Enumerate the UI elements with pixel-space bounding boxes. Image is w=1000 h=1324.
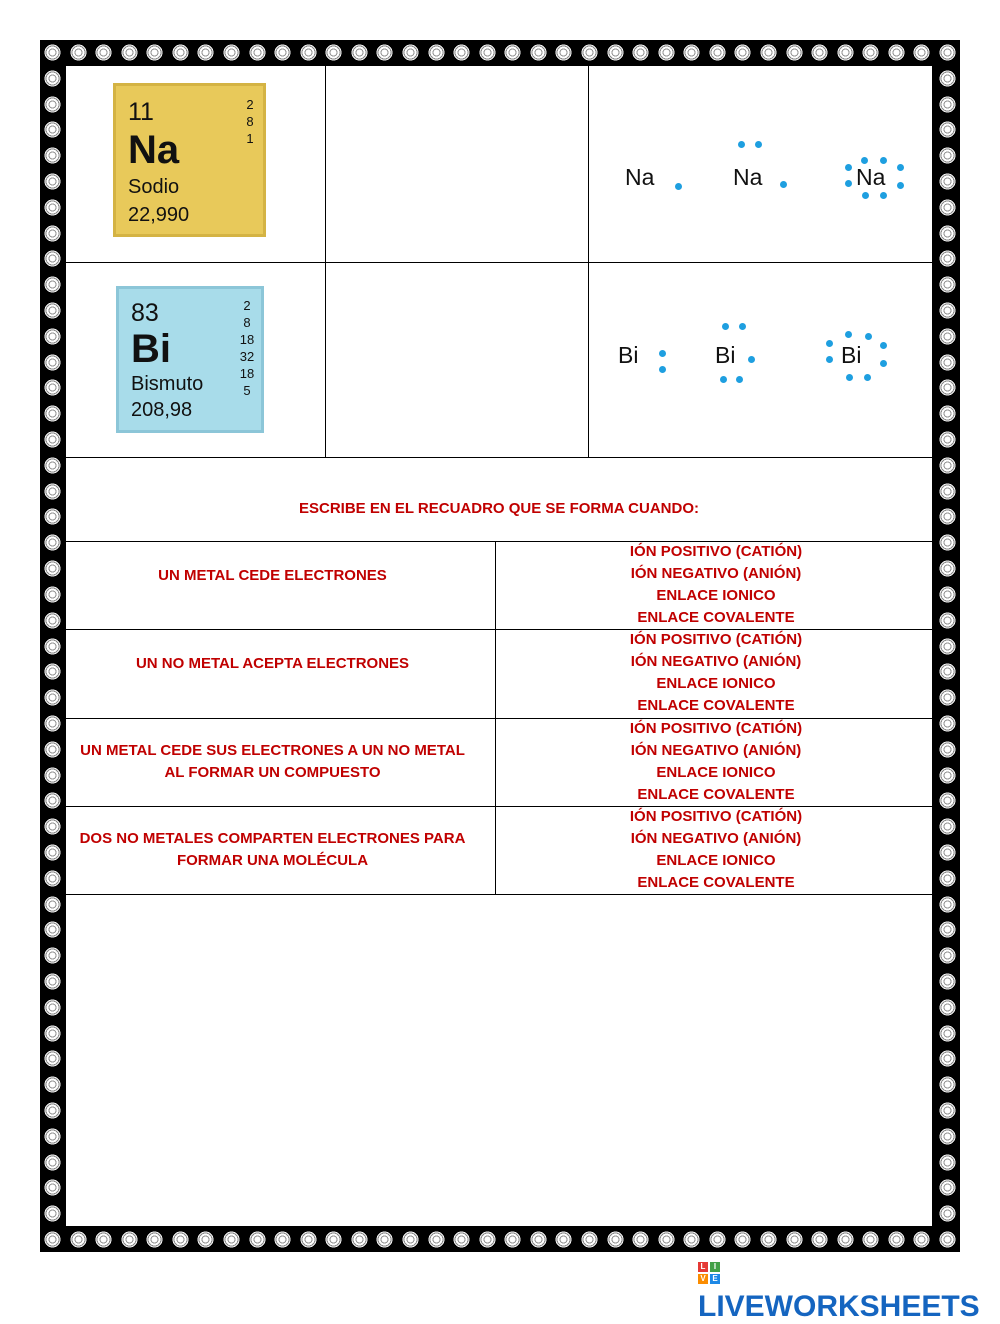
atomic-number: 83 [131, 299, 159, 327]
shell-value: 5 [243, 383, 251, 398]
flower-ornament [939, 715, 956, 732]
flower-ornament [709, 1231, 726, 1248]
shell-value: 8 [246, 114, 254, 129]
flower-ornament [913, 1231, 930, 1248]
flower-ornament [939, 457, 956, 474]
flower-ornament [402, 1231, 419, 1248]
flower-ornament [428, 44, 445, 61]
flower-ornament [837, 44, 854, 61]
answer-options[interactable] [500, 718, 932, 806]
flower-ornament [44, 1179, 61, 1196]
flower-ornament [530, 1231, 547, 1248]
flower-ornament [939, 586, 956, 603]
flower-ornament [939, 147, 956, 164]
atomic-mass: 22,990 [128, 204, 190, 226]
flower-ornament [555, 1231, 572, 1248]
flower-ornament [607, 44, 624, 61]
flower-ornament [939, 947, 956, 964]
flower-ornament [939, 870, 956, 887]
logo-mark-letter: V [698, 1274, 708, 1284]
flower-ornament [862, 1231, 879, 1248]
logo-mark-icon [698, 1262, 722, 1286]
answer-options[interactable] [500, 629, 932, 717]
flower-ornament [44, 638, 61, 655]
flower-ornament [939, 1179, 956, 1196]
shell-value: 32 [239, 349, 255, 364]
lewis-option-bi-3[interactable]: Bi [841, 342, 862, 368]
flower-ornament [939, 121, 956, 138]
flower-ornament [939, 302, 956, 319]
flower-ornament [376, 44, 393, 61]
shell-value: 8 [243, 315, 251, 330]
atomic-mass: 208,98 [131, 399, 193, 421]
question-prompt: UN METAL CEDE ELECTRONES [158, 567, 387, 584]
element-name: Bismuto [131, 373, 204, 395]
electron-dot [865, 333, 872, 340]
flower-ornament [44, 715, 61, 732]
flower-ornament [44, 354, 61, 371]
question-prompt: DOS NO METALES COMPARTEN ELECTRONES PARA FORMAR UNA MOLÉCULA [79, 830, 466, 869]
brand-name: LIVEWORKSHEETS [698, 1290, 980, 1323]
flower-ornament [734, 44, 751, 61]
electron-dot [722, 323, 729, 330]
flower-ornament [249, 1231, 266, 1248]
electron-dot [897, 182, 904, 189]
flower-ornament [197, 1231, 214, 1248]
flower-ornament [44, 896, 61, 913]
flower-ornament [453, 1231, 470, 1248]
flower-ornament [44, 818, 61, 835]
flower-ornament [44, 1102, 61, 1119]
flower-ornament [939, 638, 956, 655]
element-tile-bismuth [116, 286, 264, 433]
flower-ornament [939, 844, 956, 861]
flower-ornament [939, 741, 956, 758]
flower-ornament [939, 1025, 956, 1042]
electron-dot [675, 183, 682, 190]
lewis-option-na-2[interactable]: Na [733, 164, 763, 190]
flower-ornament [939, 379, 956, 396]
flower-ornament [939, 250, 956, 267]
electron-dot [880, 192, 887, 199]
flower-ornament [351, 1231, 368, 1248]
flower-ornament [939, 689, 956, 706]
flower-ornament [632, 1231, 649, 1248]
flower-ornament [939, 44, 956, 61]
flower-ornament [939, 1231, 956, 1248]
flower-ornament [888, 44, 905, 61]
flower-ornament [939, 354, 956, 371]
flower-ornament [939, 199, 956, 216]
electron-dot [897, 164, 904, 171]
flower-ornament [146, 1231, 163, 1248]
flower-ornament [44, 560, 61, 577]
option-item[interactable]: ENLACE IONICO [656, 852, 776, 869]
flower-ornament [325, 44, 342, 61]
flower-ornament [504, 1231, 521, 1248]
electron-dot [845, 331, 852, 338]
electron-shells [240, 96, 260, 147]
flower-ornament [44, 870, 61, 887]
electron-dot [739, 323, 746, 330]
flower-ornament [172, 44, 189, 61]
flower-ornament [274, 1231, 291, 1248]
electron-dot [720, 376, 727, 383]
flower-ornament [351, 44, 368, 61]
flower-ornament [44, 947, 61, 964]
electron-dot [861, 157, 868, 164]
flower-ornament [862, 44, 879, 61]
flower-ornament [95, 44, 112, 61]
flower-ornament [44, 792, 61, 809]
flower-ornament [44, 328, 61, 345]
lewis-option-na-3[interactable]: Na [856, 164, 886, 190]
flower-ornament [223, 44, 240, 61]
flower-ornament [44, 844, 61, 861]
electron-dot [864, 374, 871, 381]
flower-ornament [939, 405, 956, 422]
grid-line [66, 894, 932, 895]
logo-mark-letter: I [710, 1262, 720, 1272]
flower-ornament [44, 70, 61, 87]
flower-ornament [811, 44, 828, 61]
electron-dot [736, 376, 743, 383]
electron-dot [880, 342, 887, 349]
option-item[interactable]: ENLACE IONICO [656, 587, 776, 604]
flower-ornament [223, 1231, 240, 1248]
flower-ornament [939, 896, 956, 913]
flower-ornament [44, 973, 61, 990]
flower-ornament [658, 1231, 675, 1248]
option-item[interactable]: IÓN NEGATIVO (ANIÓN) [630, 742, 802, 759]
flower-ornament [70, 44, 87, 61]
flower-ornament [939, 431, 956, 448]
flower-ornament [939, 767, 956, 784]
electron-dot [659, 366, 666, 373]
option-item[interactable]: IÓN POSITIVO (CATIÓN) [629, 543, 803, 560]
electron-dot [845, 180, 852, 187]
flower-ornament [581, 1231, 598, 1248]
flower-ornament [300, 44, 317, 61]
element-tile-sodium [113, 83, 266, 237]
answer-options[interactable] [500, 806, 932, 894]
option-item[interactable]: IÓN NEGATIVO (ANIÓN) [630, 653, 802, 670]
flower-ornament [44, 199, 61, 216]
flower-ornament [786, 44, 803, 61]
flower-ornament [44, 741, 61, 758]
electron-dot [845, 164, 852, 171]
flower-ornament [939, 70, 956, 87]
grid-line [66, 457, 932, 458]
flower-ornament [581, 44, 598, 61]
flower-ornament [121, 1231, 138, 1248]
flower-ornament [939, 560, 956, 577]
flower-ornament [44, 1128, 61, 1145]
flower-ornament [658, 44, 675, 61]
flower-ornament [939, 1050, 956, 1067]
flower-ornament [44, 121, 61, 138]
electron-dot [846, 374, 853, 381]
electron-dot [862, 192, 869, 199]
flower-ornament [300, 1231, 317, 1248]
flower-ornament [939, 328, 956, 345]
flower-ornament [479, 1231, 496, 1248]
grid-line [495, 541, 496, 894]
flower-ornament [939, 1102, 956, 1119]
lewis-option-na-1[interactable]: Na [625, 164, 655, 190]
flower-ornament [172, 1231, 189, 1248]
shell-value: 1 [246, 131, 254, 146]
question-prompt: UN METAL CEDE SUS ELECTRONES A UN NO METAL AL FORMAR UN COMPUESTO [80, 742, 465, 781]
flower-ornament [44, 302, 61, 319]
flower-ornament [939, 1154, 956, 1171]
option-item[interactable]: IÓN POSITIVO (CATIÓN) [629, 720, 803, 737]
flower-ornament [44, 1025, 61, 1042]
flower-ornament [44, 173, 61, 190]
flower-ornament [44, 225, 61, 242]
option-item[interactable]: IÓN NEGATIVO (ANIÓN) [630, 830, 802, 847]
flower-ornament [939, 1076, 956, 1093]
flower-ornament [760, 44, 777, 61]
flower-ornament [44, 379, 61, 396]
flower-ornament [786, 1231, 803, 1248]
flower-ornament [376, 1231, 393, 1248]
flower-ornament [146, 44, 163, 61]
flower-ornament [44, 1231, 61, 1248]
flower-ornament [760, 1231, 777, 1248]
flower-ornament [939, 173, 956, 190]
flower-ornament [939, 534, 956, 551]
option-item[interactable]: ENLACE IONICO [656, 764, 776, 781]
flower-ornament [939, 1205, 956, 1222]
flower-ornament [939, 96, 956, 113]
flower-ornament [44, 250, 61, 267]
option-item[interactable]: IÓN POSITIVO (CATIÓN) [629, 631, 803, 648]
electron-dot [880, 157, 887, 164]
flower-ornament [274, 44, 291, 61]
logo-mark-letter: L [698, 1262, 708, 1272]
flower-ornament [939, 973, 956, 990]
flower-ornament [44, 457, 61, 474]
flower-ornament [428, 1231, 445, 1248]
flower-ornament [44, 612, 61, 629]
flower-ornament [530, 44, 547, 61]
electron-dot [780, 181, 787, 188]
flower-ornament [121, 44, 138, 61]
flower-ornament [939, 276, 956, 293]
option-item[interactable]: ENLACE COVALENTE [637, 609, 795, 626]
flower-ornament [44, 534, 61, 551]
flower-ornament [939, 921, 956, 938]
flower-ornament [939, 612, 956, 629]
shell-value: 18 [239, 366, 255, 381]
flower-ornament [939, 508, 956, 525]
flower-ornament [939, 818, 956, 835]
element-name: Sodio [128, 176, 180, 198]
flower-ornament [95, 1231, 112, 1248]
flower-ornament [249, 44, 266, 61]
flower-ornament [555, 44, 572, 61]
flower-ornament [939, 663, 956, 680]
flower-ornament [402, 44, 419, 61]
grid-line [66, 262, 932, 263]
flower-ornament [44, 1050, 61, 1067]
flower-ornament [632, 44, 649, 61]
flower-ornament [44, 1076, 61, 1093]
flower-ornament [44, 663, 61, 680]
electron-dot [880, 360, 887, 367]
flower-ornament [479, 44, 496, 61]
flower-ornament [44, 276, 61, 293]
flower-ornament [44, 689, 61, 706]
flower-ornament [734, 1231, 751, 1248]
lewis-option-bi-2[interactable]: Bi [715, 342, 736, 368]
flower-ornament [939, 483, 956, 500]
flower-ornament [44, 999, 61, 1016]
flower-ornament [44, 405, 61, 422]
flower-ornament [811, 1231, 828, 1248]
flower-ornament [504, 44, 521, 61]
electron-dot [755, 141, 762, 148]
flower-ornament [325, 1231, 342, 1248]
instruction-text: ESCRIBE EN EL RECUADRO QUE SE FORMA CUANDO: [298, 500, 700, 517]
question-prompt: UN NO METAL ACEPTA ELECTRONES [135, 655, 410, 672]
element-symbol: Bi [131, 327, 171, 371]
flower-ornament [44, 586, 61, 603]
electron-dot [748, 356, 755, 363]
atomic-number: 11 [128, 98, 154, 126]
flower-ornament [607, 1231, 624, 1248]
shell-value: 18 [239, 332, 255, 347]
flower-ornament [44, 44, 61, 61]
electron-dot [659, 350, 666, 357]
electron-dot [826, 340, 833, 347]
lewis-option-bi-1[interactable]: Bi [618, 342, 639, 368]
shell-value: 2 [246, 97, 254, 112]
option-item[interactable]: ENLACE COVALENTE [637, 874, 795, 891]
flower-ornament [453, 44, 470, 61]
electron-dot [738, 141, 745, 148]
flower-ornament [44, 483, 61, 500]
option-item[interactable]: IÓN POSITIVO (CATIÓN) [629, 808, 803, 825]
flower-ornament [44, 96, 61, 113]
liveworksheets-logo [698, 1256, 1000, 1323]
flower-ornament [888, 1231, 905, 1248]
flower-ornament [44, 508, 61, 525]
option-item[interactable]: ENLACE IONICO [656, 675, 776, 692]
shell-value: 2 [243, 298, 251, 313]
flower-ornament [44, 147, 61, 164]
flower-ornament [939, 792, 956, 809]
flower-ornament [44, 1154, 61, 1171]
flower-ornament [683, 44, 700, 61]
option-item[interactable]: IÓN NEGATIVO (ANIÓN) [630, 565, 802, 582]
electron-shells [237, 297, 257, 399]
electron-dot [826, 356, 833, 363]
option-item[interactable]: ENLACE COVALENTE [637, 697, 795, 714]
flower-ornament [837, 1231, 854, 1248]
flower-ornament [44, 431, 61, 448]
flower-ornament [197, 44, 214, 61]
flower-ornament [44, 1205, 61, 1222]
answer-options[interactable] [500, 541, 932, 629]
option-item[interactable]: ENLACE COVALENTE [637, 786, 795, 803]
flower-ornament [44, 921, 61, 938]
flower-ornament [709, 44, 726, 61]
flower-ornament [70, 1231, 87, 1248]
flower-ornament [939, 225, 956, 242]
logo-mark-letter: E [710, 1274, 720, 1284]
flower-ornament [44, 767, 61, 784]
flower-ornament [939, 999, 956, 1016]
flower-ornament [683, 1231, 700, 1248]
flower-ornament [913, 44, 930, 61]
element-symbol: Na [128, 128, 180, 172]
flower-ornament [939, 1128, 956, 1145]
